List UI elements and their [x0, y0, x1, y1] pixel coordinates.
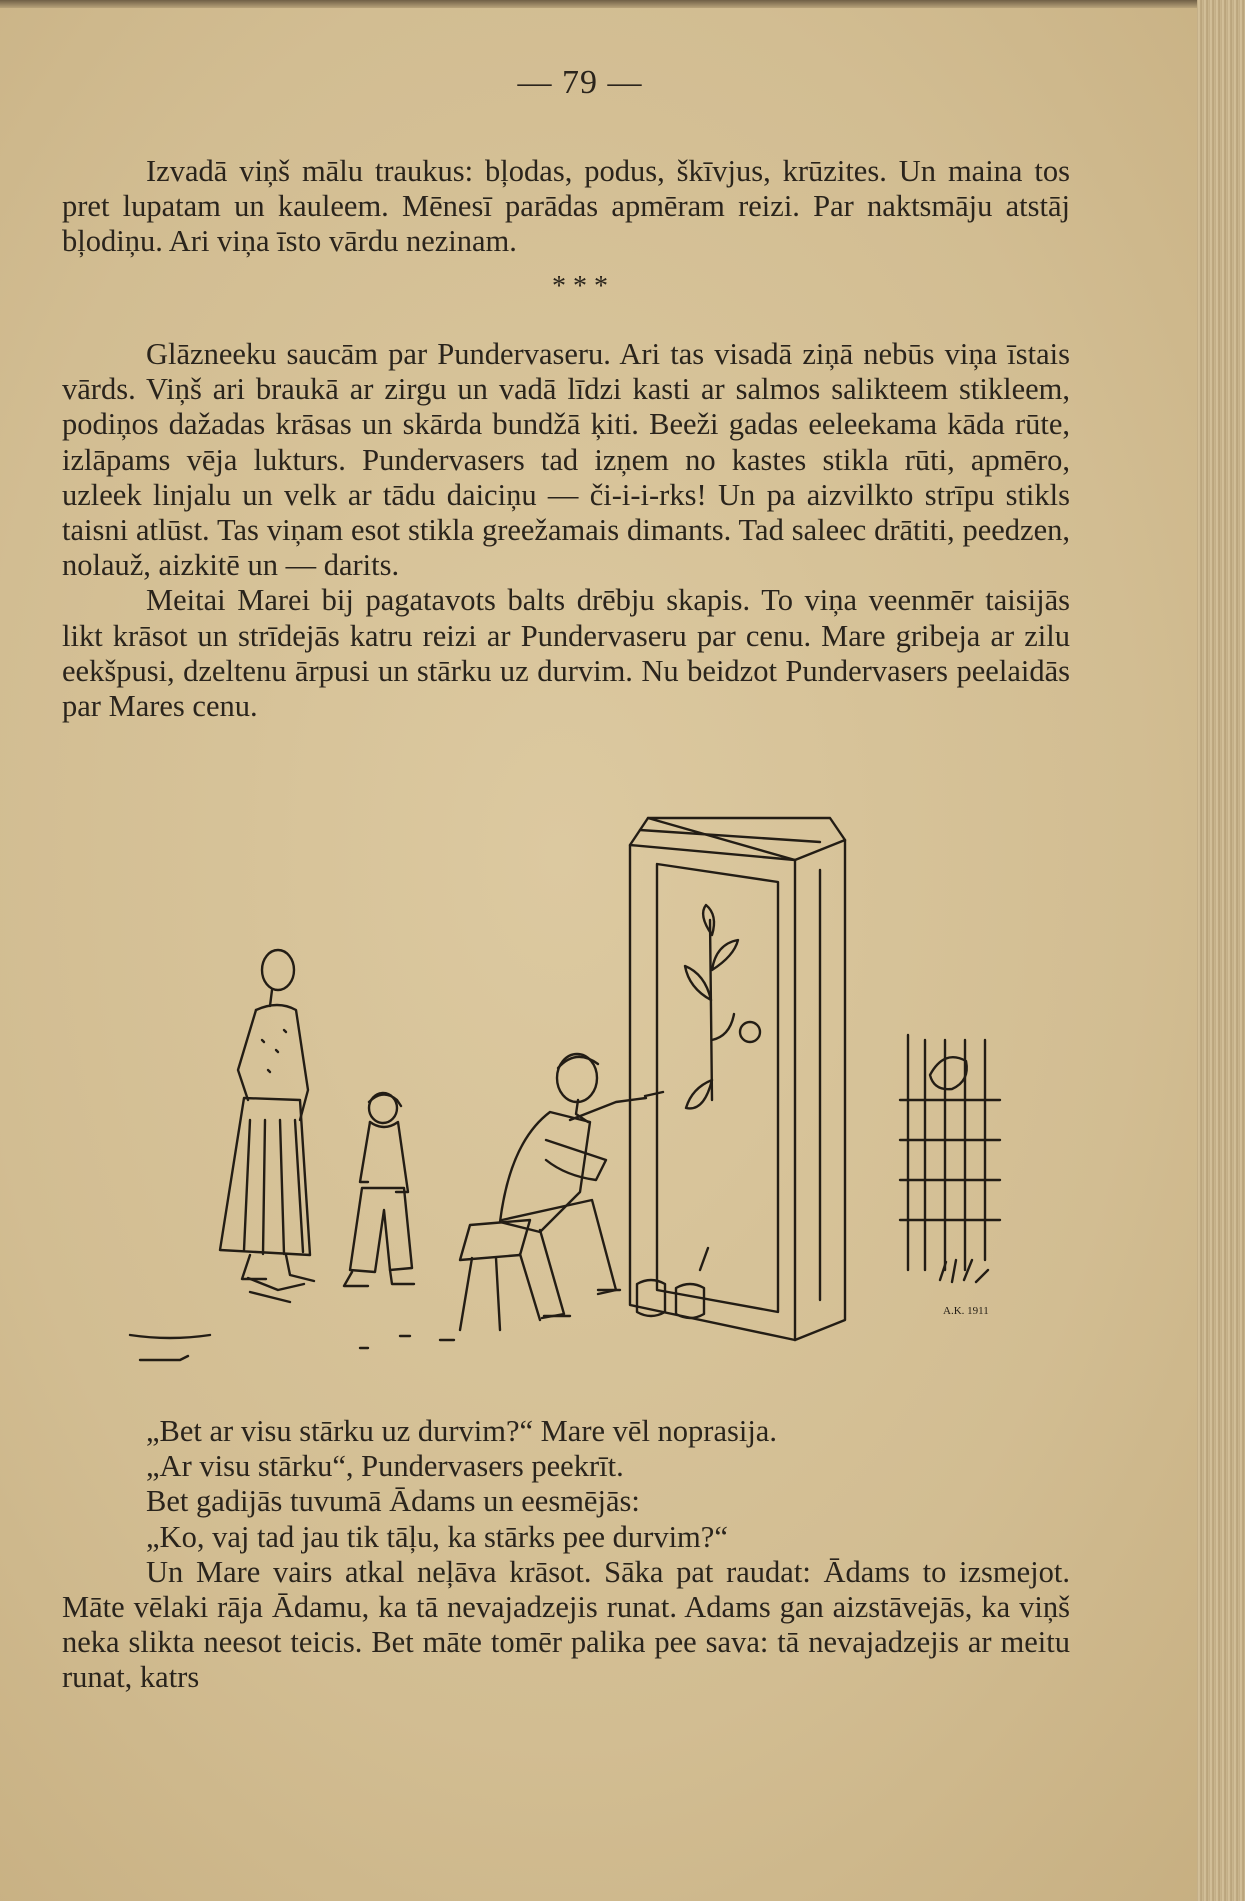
page-top-edge [0, 0, 1245, 8]
page-number: — 79 — [517, 64, 643, 101]
ground-marks [130, 1278, 454, 1360]
dialogue-line-2: „Ar visu stārku“, Pundervasers peekrīt. [146, 1449, 624, 1484]
wardrobe-drawing [630, 818, 845, 1340]
paragraph-wardrobe: Meitai Marei bij pagatavots balts drēbju skapis. To viņa veenmēr taisijās likt krāsot un strīdejās katru reizi ar Pundervaseru par cenu. Mare gribeja ar zilu eekšpusi, dzeltenu ārpusi un stārku uz durvim. Nu beidzot Pundervasers peelaidās par Mares cenu. [62, 583, 1070, 724]
boy-figure [344, 1093, 414, 1286]
dialogue-line-3: Bet gadijās tuvumā Ādams un eesmējās: [146, 1484, 640, 1519]
text-block-glazier [62, 337, 1070, 724]
paragraph-adams: Un Mare vairs atkal neļāva krāsot. Sāka pat raudat: Ādams to izsmejot. Māte vēlaki rāja Ādamu, ka tā nevajadzejis runat. Adams gan aizstāvejās, ka viņš neka slikta neesot teicis. Bet māte tomēr palika pee sava: tā nevajadzejis ar meitu runat, katrs [62, 1554, 1070, 1695]
illustration-monogram: A.K. 1911 [943, 1305, 989, 1317]
dialogue-line-4: „Ko, vaj tad jau tik tāļu, ka stārks pee durvim?“ [146, 1519, 728, 1554]
illustration-painting-wardrobe [100, 800, 1020, 1400]
paragraph-potter: Izvadā viņš mālu traukus: bļodas, podus, škīvjus, krūzites. Un maina tos pret lupatam un kauleem. Mēnesī parādas apmēram reizi. Par naktsmāju atstāj bļodiņu. Ari viņa īsto vārdu nezinam. [62, 154, 1070, 259]
fence-drawing [900, 1035, 1000, 1282]
asterism-text: * * * [552, 271, 608, 302]
door-painting-flower [685, 905, 760, 1108]
text-block-bottom [62, 1414, 1070, 1696]
text-block-top [62, 154, 1070, 260]
page-fore-edge [1197, 0, 1245, 1901]
paragraph-glazier: Glāzneeku saucām par Pundervaseru. Ari tas visadā ziņā nebūs viņa īstais vārds. Viņš ari braukā ar zirgu un vadā līdzi kasti ar salmos salikteem stikleem, podiņos dažadas krāsas un skārda bundžā ķiti. Beeži gadas eeleekama kāda rūte, izlāpams vēja lukturs. Pundervasers tad izņem no kastes stikla rūti, apmēro, uzleek linjalu un velk ar tādu daiciņu — či-i-i-rks! Un pa aizvilkto strīpu stikls taisni atlūst. Tas viņam esot stikla greežamais dimants. Tad saleec drātiti, peedzen, nolauž, aizkitē un — darits. [62, 337, 1070, 583]
section-asterism [0, 271, 1160, 302]
dialogue-line-1: „Bet ar visu stārku uz durvim?“ Mare vēl noprasija. [146, 1414, 777, 1448]
paint-pots [637, 1248, 708, 1318]
painter-figure [460, 1054, 663, 1330]
woman-figure [220, 950, 314, 1281]
